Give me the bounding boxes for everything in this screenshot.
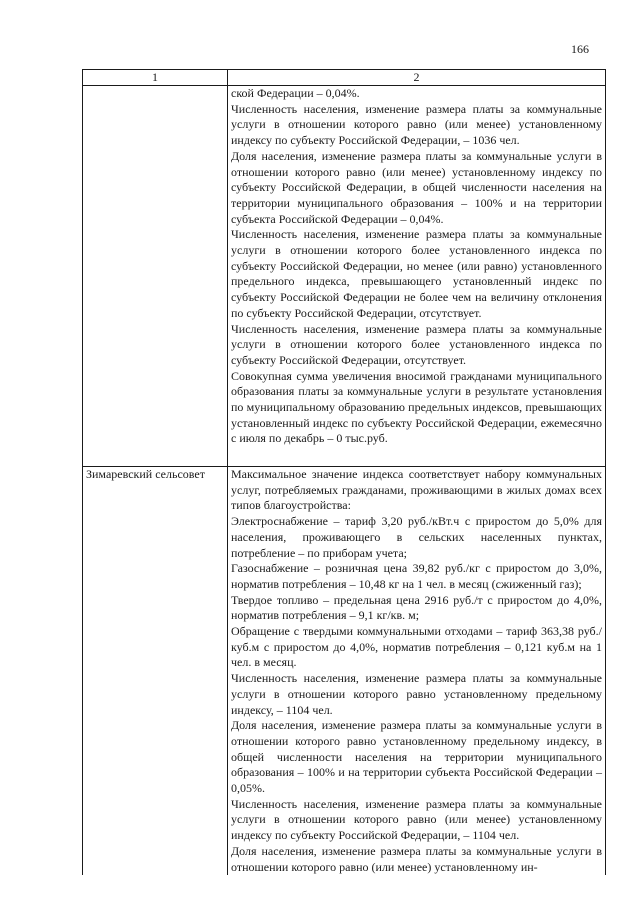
document-table [82,69,606,875]
table-row [83,86,606,467]
description-cell [228,467,606,876]
paragraph: Численность населения, изменение размера платы за коммунальные услуги в отношении которого более установленного индекса по субъекту Российской Федерации, отсутствует. [231,321,602,367]
description-cell [228,86,606,467]
paragraph: Обращение с твердыми коммунальными отходами – тариф 363,38 руб./куб.м с приростом до 4,0%, норматив потребления – 0,121 куб.м на 1 чел. в месяц. [231,624,602,670]
municipality-cell [83,86,228,467]
paragraph: Твердое топливо – предельная цена 2916 руб./т с приростом до 4,0%, норматив потребления – 9,1 кг/кв. м; [231,592,602,623]
paragraph: Численность населения, изменение размера платы за коммунальные услуги в отношении которого равно установленному предельному индексу, – 1104 чел. [231,671,602,717]
table-row [83,467,606,876]
paragraph: Газоснабжение – розничная цена 39,82 руб./кг с приростом до 3,0%, норматив потребления – 10,48 кг на 1 чел. в месяц (сжиженный газ); [231,561,602,591]
page-number: 166 [571,42,589,56]
paragraph: Доля населения, изменение размера платы за коммунальные услуги в отношении которого равно (или менее) установленному индексу по субъекту Российской Федерации, в общей численности населения на территории муниципального образования – 100% и на территории субъекта Российской Федерации – 0,04%. [231,148,602,226]
paragraph: Численность населения, изменение размера платы за коммунальные услуги в отношении которого равно (или менее) установленному индексу по субъекту Российской Федерации, – 1036 чел. [231,101,602,148]
paragraph: Численность населения, изменение размера платы за коммунальные услуги в отношении которого равно (или менее) установленному индексу по субъекту Российской Федерации, – 1104 чел. [231,796,602,843]
paragraph: Доля населения, изменение размера платы за коммунальные услуги в отношении которого равно (или менее) установленному ин- [231,843,602,874]
column-header-1: 1 [83,70,228,86]
paragraph: Электроснабжение – тариф 3,20 руб./кВт.ч с приростом до 5,0% для населения, проживающего в сельских населенных пунктах, потребление – по приборам учета; [231,514,602,560]
column-header-2: 2 [228,70,606,86]
municipality-cell: Зимаревский сельсовет [83,467,228,876]
paragraph: Численность населения, изменение размера платы за коммунальные услуги в отношении которого более установленного индекса по субъекту Российской Федерации, но менее (или равно) установленного предельного индекса, превышающего установленный индекс по субъекту Российской Федерации не более чем на величину отклонения по субъекту Российской Федерации, отсутствует. [231,227,602,320]
paragraph: Максимальное значение индекса соответствует набору коммунальных услуг, потребляемых гражданами, проживающими в жилых домах всех типов благоустройства: [231,467,602,513]
paragraph: Совокупная сумма увеличения вносимой гражданами муниципального образования платы за коммунальные услуги в результате установления по муниципальному образованию предельных индексов, превышающих установленный индекс по субъекту Российской Федерации, ежемесячно с июля по декабрь – 0 тыс.руб. [231,368,602,446]
paragraph: ской Федерации – 0,04%. [231,86,360,100]
table-header-row [83,70,606,86]
paragraph: Доля населения, изменение размера платы за коммунальные услуги в отношении которого равно установленному предельному индексу, в общей численности населения на территории муниципального образования – 100% и на территории субъекта Российской Федерации – 0,05%. [231,718,602,796]
